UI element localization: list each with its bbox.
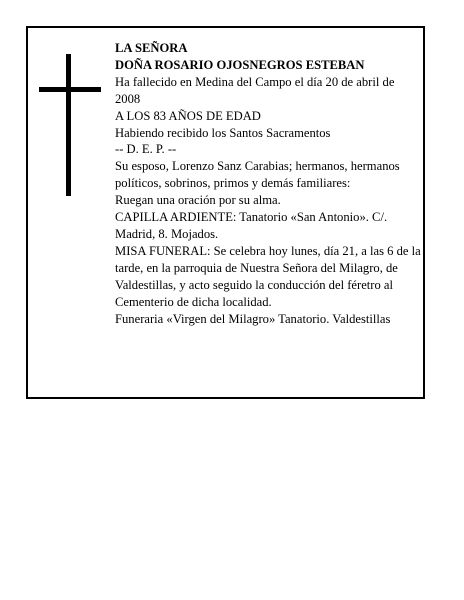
notice-title: LA SEÑORA: [115, 41, 188, 55]
cross-vertical-bar: [66, 54, 71, 196]
cross-horizontal-bar: [39, 87, 101, 92]
funeral-mass-info: MISA FUNERAL: Se celebra hoy lunes, día 21, a las 6 de la tarde, en la parroquia de Nuestra Señora del Milagro, de Valdestillas, y acto seguido la conducción del féretro al Cementerio de dicha localidad.: [115, 243, 421, 309]
cross-icon: [39, 54, 101, 196]
notice-text: [115, 40, 421, 327]
sacraments-note: Habiendo recibido los Santos Sacramentos: [115, 125, 331, 140]
death-announcement: Ha fallecido en Medina del Campo el día 20 de abril de 2008: [115, 74, 395, 106]
rest-in-peace: -- D. E. P. --: [115, 142, 177, 157]
funeral-home-info: Funeraria «Virgen del Milagro» Tanatorio. Valdestillas: [115, 311, 391, 326]
chapel-info: CAPILLA ARDIENTE: Tanatorio «San Antonio». C/. Madrid, 8. Mojados.: [115, 210, 388, 241]
obituary-notice: [26, 26, 425, 399]
prayer-request: Ruegan una oración por su alma.: [115, 193, 281, 208]
family-members: Su esposo, Lorenzo Sanz Carabias; hermanos, hermanos políticos, sobrinos, primos y demás familiares:: [115, 159, 400, 191]
age-at-death: A LOS 83 AÑOS DE EDAD: [115, 108, 261, 123]
deceased-name: DOÑA ROSARIO OJOSNEGROS ESTEBAN: [115, 57, 365, 72]
